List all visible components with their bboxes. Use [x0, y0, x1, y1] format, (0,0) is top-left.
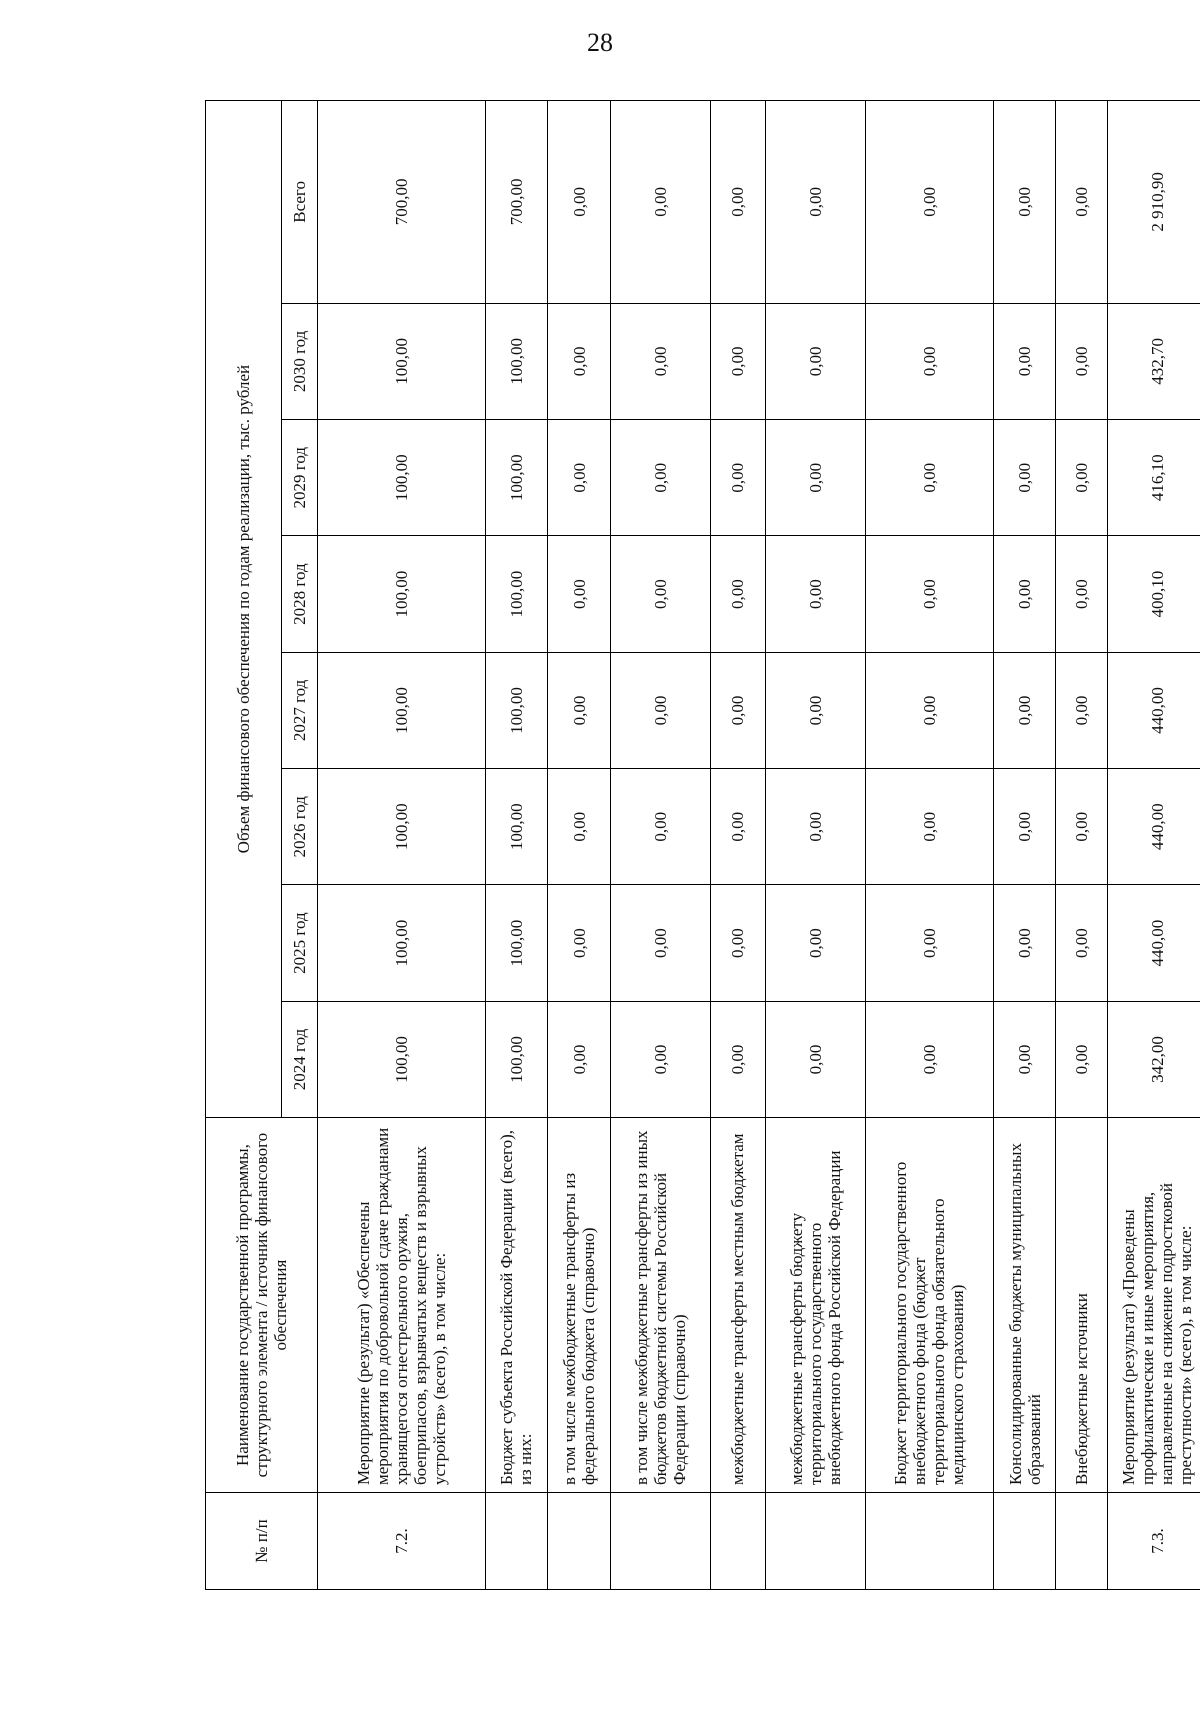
row-year-value: 0,00 [993, 885, 1056, 1001]
row-name: Мероприятие (результат) «Проведены профилактические и иные мероприятия, направленные на снижение подростковой преступности» (всего), в том числе: [1107, 1118, 1200, 1493]
table-row [548, 101, 611, 1590]
row-year-value: 100,00 [485, 420, 548, 536]
row-year-value: 0,00 [1056, 885, 1107, 1001]
row-year-value: 0,00 [610, 1001, 710, 1117]
row-year-value: 0,00 [866, 652, 994, 768]
row-number [610, 1493, 710, 1590]
row-year-value: 0,00 [765, 536, 865, 652]
row-name: межбюджетные трансферты местным бюджетам [711, 1118, 766, 1493]
table-row [1107, 101, 1200, 1590]
row-year-value: 0,00 [993, 536, 1056, 652]
row-total-value: 0,00 [866, 101, 994, 304]
header-total: Всего [282, 101, 318, 304]
row-name: Бюджет субъекта Российской Федерации (всего), из них: [485, 1118, 548, 1493]
row-total-value: 0,00 [548, 101, 611, 304]
row-year-value: 0,00 [866, 536, 994, 652]
row-year-value: 342,00 [1107, 1001, 1200, 1117]
row-number [711, 1493, 766, 1590]
header-year: 2030 год [282, 303, 318, 419]
header-year: 2027 год [282, 652, 318, 768]
row-total-value: 0,00 [610, 101, 710, 304]
row-number [1056, 1493, 1107, 1590]
row-name: Внебюджетные источники [1056, 1118, 1107, 1493]
row-name: в том числе межбюджетные трансферты из иных бюджетов бюджетной системы Российской Федерации (справочно) [610, 1118, 710, 1493]
row-year-value: 0,00 [610, 303, 710, 419]
rotated-table-container [205, 100, 1200, 1590]
row-number [765, 1493, 865, 1590]
row-year-value: 0,00 [993, 769, 1056, 885]
row-number [866, 1493, 994, 1590]
row-year-value: 0,00 [1056, 652, 1107, 768]
row-name: Консолидированные бюджеты муниципальных образований [993, 1118, 1056, 1493]
row-year-value: 0,00 [866, 1001, 994, 1117]
header-year: 2026 год [282, 769, 318, 885]
row-year-value: 0,00 [610, 420, 710, 536]
row-year-value: 100,00 [318, 420, 486, 536]
row-year-value: 0,00 [765, 769, 865, 885]
row-year-value: 416,10 [1107, 420, 1200, 536]
row-year-value: 0,00 [711, 1001, 766, 1117]
row-year-value: 0,00 [1056, 769, 1107, 885]
row-year-value: 0,00 [711, 536, 766, 652]
row-year-value: 0,00 [765, 885, 865, 1001]
row-year-value: 0,00 [1056, 1001, 1107, 1117]
row-year-value: 400,10 [1107, 536, 1200, 652]
table-body [318, 101, 1200, 1590]
row-total-value: 700,00 [485, 101, 548, 304]
row-number: 7.2. [318, 1493, 486, 1590]
header-num: № п/п [206, 1493, 318, 1590]
row-year-value: 440,00 [1107, 652, 1200, 768]
row-year-value: 0,00 [993, 420, 1056, 536]
row-year-value: 0,00 [610, 652, 710, 768]
row-year-value: 100,00 [318, 536, 486, 652]
row-total-value: 0,00 [993, 101, 1056, 304]
row-year-value: 0,00 [866, 420, 994, 536]
row-year-value: 100,00 [485, 652, 548, 768]
header-name: Наименование государственной программы, структурного элемента / источник финансового обеспечения [206, 1118, 318, 1493]
header-volume: Объем финансового обеспечения по годам реализации, тыс. рублей [206, 101, 282, 1118]
row-name: в том числе межбюджетные трансферты из федерального бюджета (справочно) [548, 1118, 611, 1493]
row-total-value: 0,00 [765, 101, 865, 304]
row-year-value: 100,00 [318, 885, 486, 1001]
row-year-value: 0,00 [765, 652, 865, 768]
row-year-value: 432,70 [1107, 303, 1200, 419]
header-year: 2029 год [282, 420, 318, 536]
row-name: Мероприятие (результат) «Обеспечены мероприятия по добровольной сдаче гражданами хранящегося огнестрельного оружия, боеприпасов, взрывчатых веществ и взрывных устройств» (всего), в том числе: [318, 1118, 486, 1493]
row-year-value: 0,00 [548, 536, 611, 652]
row-year-value: 0,00 [548, 1001, 611, 1117]
row-year-value: 440,00 [1107, 885, 1200, 1001]
table-row [866, 101, 994, 1590]
row-number [485, 1493, 548, 1590]
row-year-value: 0,00 [711, 885, 766, 1001]
row-year-value: 0,00 [993, 1001, 1056, 1117]
row-year-value: 100,00 [318, 652, 486, 768]
row-year-value: 0,00 [866, 885, 994, 1001]
row-total-value: 0,00 [1056, 101, 1107, 304]
row-name: Бюджет территориального государственного внебюджетного фонда (бюджет территориального фонда обязательного медицинского страхования) [866, 1118, 994, 1493]
row-year-value: 0,00 [548, 885, 611, 1001]
table-row [610, 101, 710, 1590]
row-year-value: 0,00 [1056, 536, 1107, 652]
row-year-value: 0,00 [610, 536, 710, 652]
table-row [711, 101, 766, 1590]
page-number: 28 [587, 28, 613, 57]
table-row [318, 101, 486, 1590]
row-year-value: 0,00 [866, 303, 994, 419]
row-year-value: 0,00 [993, 652, 1056, 768]
row-total-value: 0,00 [711, 101, 766, 304]
row-year-value: 0,00 [610, 769, 710, 885]
financing-table [205, 100, 1200, 1590]
row-year-value: 100,00 [485, 536, 548, 652]
table-row [1056, 101, 1107, 1590]
row-year-value: 100,00 [485, 1001, 548, 1117]
row-year-value: 0,00 [1056, 420, 1107, 536]
table-row [485, 101, 548, 1590]
row-year-value: 0,00 [993, 303, 1056, 419]
row-year-value: 0,00 [765, 420, 865, 536]
row-year-value: 0,00 [765, 1001, 865, 1117]
table-row [993, 101, 1056, 1590]
row-total-value: 700,00 [318, 101, 486, 304]
row-year-value: 100,00 [318, 769, 486, 885]
row-number [993, 1493, 1056, 1590]
row-year-value: 440,00 [1107, 769, 1200, 885]
row-year-value: 0,00 [548, 420, 611, 536]
row-year-value: 100,00 [485, 303, 548, 419]
row-year-value: 0,00 [548, 652, 611, 768]
header-year: 2025 год [282, 885, 318, 1001]
row-year-value: 0,00 [711, 652, 766, 768]
row-year-value: 100,00 [485, 769, 548, 885]
row-year-value: 0,00 [1056, 303, 1107, 419]
table-row [765, 101, 865, 1590]
row-year-value: 0,00 [711, 303, 766, 419]
row-year-value: 0,00 [866, 769, 994, 885]
row-year-value: 0,00 [711, 769, 766, 885]
row-year-value: 0,00 [610, 885, 710, 1001]
row-year-value: 0,00 [765, 303, 865, 419]
header-year: 2028 год [282, 536, 318, 652]
row-total-value: 2 910,90 [1107, 101, 1200, 304]
row-number [548, 1493, 611, 1590]
header-year: 2024 год [282, 1001, 318, 1117]
row-name: межбюджетные трансферты бюджету территориального государственного внебюджетного фонда Российской Федерации [765, 1118, 865, 1493]
row-year-value: 0,00 [548, 769, 611, 885]
row-year-value: 0,00 [548, 303, 611, 419]
row-number: 7.3. [1107, 1493, 1200, 1590]
row-year-value: 0,00 [711, 420, 766, 536]
row-year-value: 100,00 [318, 1001, 486, 1117]
row-year-value: 100,00 [318, 303, 486, 419]
row-year-value: 100,00 [485, 885, 548, 1001]
